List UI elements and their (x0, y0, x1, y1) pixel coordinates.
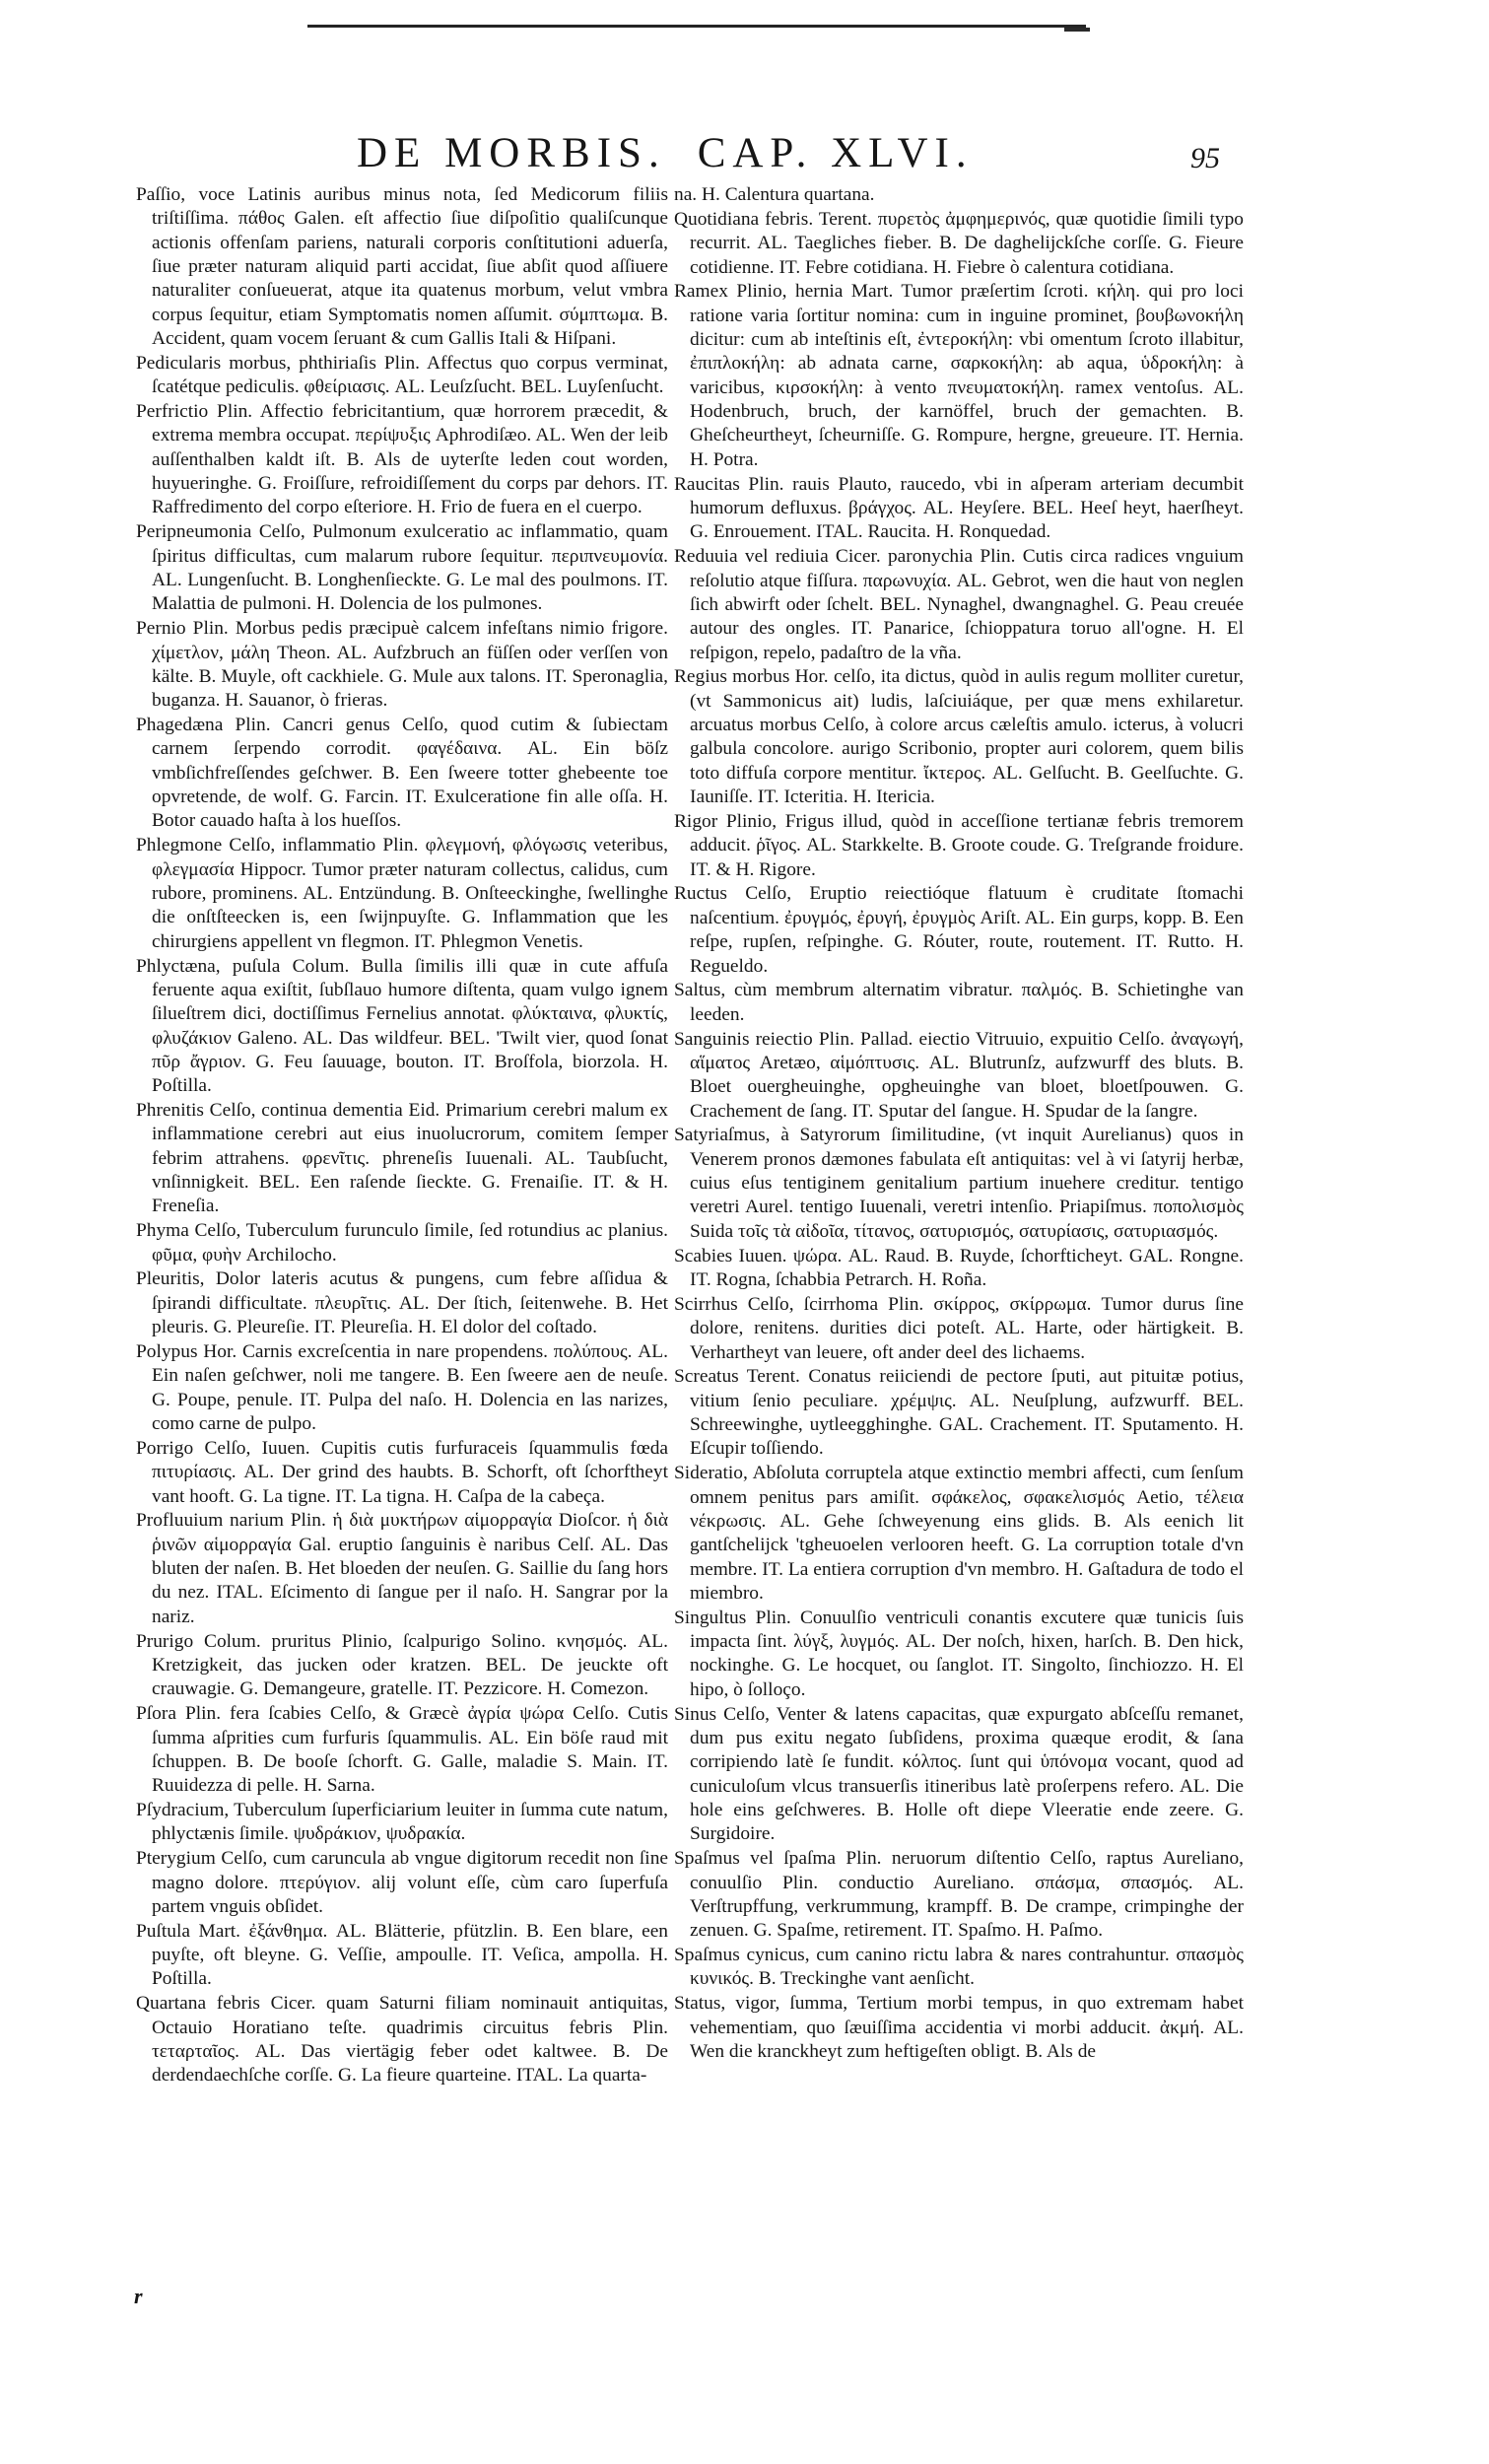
dictionary-entry: Quotidiana febris. Terent. πυρετὸς ἀμφημερινός, quæ quotidie ſimili typo recurrit. AL. Taegliches fieber. B. De daghelijckſche corſſe. G. Fieure cotidienne. IT. Febre cotidiana. H. Fiebre ò calentura cotidiana. (674, 208, 1244, 278)
dictionary-entry: Sinus Celſo, Venter & latens capacitas, quæ expurgato abſceſſu remanet, dum pus exitu negato ſubſidens, proxima quæque erodit, & ſana corripiendo latè ſe fundit. κόλπος. ſunt qui ὑπόνομα vocant, quod ad cuniculoſum vlcus transuerſis itineribus latè proſerpens refero. AL. Die hole eins geſchweres. B. Holle oft diepe Vleeratie ende zeere. G. Surgidoire. (674, 1703, 1244, 1845)
dictionary-entry: Phagedæna Plin. Cancri genus Celſo, quod cutim & ſubiectam carnem ſerpendo corrodit. φαγέδαινα. AL. Ein böſz vmbſichfreſſendes geſchwer. B. Een ſweere totter ghebeente toe opvretende, de wolf. G. Farcin. IT. Exulceratione fin alle oſſa. H. Botor cauado haſta à los hueſſos. (136, 715, 668, 832)
dictionary-entry: Phlegmone Celſo, inflammatio Plin. φλεγμονή, φλόγωσις veteribus, φλεγμασία Hippocr. Tumor præter naturam collectus, calidus, cum rubore, prominens. AL. Entzündung. B. Onſteeckinghe, ſwellinghe die onſtſteecken is, een ſwijnpuyſte. G. Inflammation que les chirurgiens appellent vn flegmon. IT. Phlegmon Venetis. (136, 835, 668, 952)
dictionary-entry: Rigor Plinio, Frigus illud, quòd in acceſſione tertianæ febris tremorem adducit. ῥῖγος. AL. Starkkelte. B. Groote coude. G. Treſgrande froidure. IT. & H. Rigore. (674, 810, 1244, 880)
running-title-text: DE MORBIS. (357, 130, 666, 176)
dictionary-entry: Prurigo Colum. pruritus Plinio, ſcalpurigo Solino. κνησμός. AL. Kretzigkeit, das jucken oder kratzen. BEL. De jeuckte oft crauwagie. G. Demangeure, gratelle. IT. Pezzicore. H. Comezon. (136, 1630, 668, 1700)
dictionary-entry: Saltus, cùm membrum alternatim vibratur. παλμός. B. Schietinghe van leeden. (674, 980, 1244, 1025)
dictionary-entry: Quartana febris Cicer. quam Saturni filiam nominauit antiquitas, Octauio Horatiano teſte. quadrimis circuitus febris Plin. τεταρταῖος. AL. Das viertägig feber odet kaltwee. B. De derdendaechſche corſſe. G. La fieure quarteine. ITAL. La quarta- (136, 1993, 668, 2087)
running-title (357, 124, 974, 183)
top-border-rule (307, 25, 1086, 28)
dictionary-entry: Spaſmus vel ſpaſma Plin. neruorum diſtentio Celſo, raptus Aureliano, conuulſio Plin. conductio Aureliano. σπάσμα, σπασμός. AL. Verſtrupffung, verkrummung, krampff. B. De crampe, crimpinghe der zenuen. G. Spaſme, retirement. IT. Spaſmo. H. Paſmo. (674, 1848, 1244, 1942)
dictionary-entry: Spaſmus cynicus, cum canino rictu labra & nares contrahuntur. σπασμὸς κυνικός. B. Treckinghe vant aenſicht. (674, 1945, 1244, 1990)
dictionary-entry: Regius morbus Hor. celſo, ita dictus, quòd in aulis regum molliter curetur, (vt Sammonicus ait) ludis, laſciuiáque, per quæ mens exhilaretur. arcuatus morbus Celſo, à colore arcus cæleſtis amulo. icterus, à volucri galbula concolore. aurigo Scribonio, propter auri colorem, quem bilis toto diffuſa corpore mentitur. ἴκτερος. AL. Gelſucht. B. Geelſuchte. G. Iauniſſe. IT. Icteritia. H. Itericia. (674, 666, 1244, 808)
dictionary-entry: Puſtula Mart. ἐξάνθημα. AL. Blätterie, pfützlin. B. Een blare, een puyſte, oft bleyne. G. Veſſie, ampoulle. IT. Veſica, ampolla. H. Poſtilla. (136, 1920, 668, 1990)
page-header (0, 124, 1489, 183)
dictionary-entry: Phrenitis Celſo, continua dementia Eid. Primarium cerebri malum ex inflammatione cerebri aut eius inuolucrorum, comitem ſemper febrim attrahens. φρενῖτις. phreneſis Iuuenali. AL. Taubſucht, vnſinnigkeit. BEL. Een raſende ſieckte. G. Frenaiſie. IT. & H. Freneſia. (136, 1100, 668, 1217)
dictionary-entry: Perfrictio Plin. Affectio febricitantium, quæ horrorem præcedit, & extrema membra occupat. περίψυξις Aphrodiſæo. AL. Wen der leib auſſenthalben kaldt iſt. B. Als de uyterſte leden cout worden, huyueringhe. G. Froiſſure, refroidiſſement du corps par dehors. IT. Raffredimento del corpo eſteriore. H. Frio de fuera en el cuerpo. (136, 401, 668, 518)
dictionary-entry: Ramex Plinio, hernia Mart. Tumor præſertim ſcroti. κήλη. qui pro loci ratione varia ſortitur nomina: cum in inguine prominet, βουβωνοκήλη dicitur: cum ab inteſtinis eſt, ἐντεροκήλη: vbi omentum ſcroto illabitur, ἐπιπλοκήλη: ab adnata carne, σαρκοκήλη: ab aqua, ὑδροκήλη: à varicibus, κιρσοκήλη: à vento πνευματοκήλη. ramex ventoſus. AL. Hodenbruch, bruch, der karnöffel, bruch der gemachten. B. Gheſcheurtheyt, ſcheurniſſe. G. Rompure, hergne, greueure. IT. Hernia. H. Potra. (674, 281, 1244, 470)
dictionary-entry: Pſora Plin. fera ſcabies Celſo, & Græcè ἀγρία ψώρα Celſo. Cutis ſumma aſprities cum furfuris ſquammulis. AL. Ein böſe raud mit ſchuppen. B. De booſe ſchorft. G. Galle, maladie S. Main. IT. Ruuidezza di pelle. H. Sarna. (136, 1703, 668, 1797)
dictionary-entry: Pſydracium, Tuberculum ſuperficiarium leuiter in ſumma cute natum, phlyctænis ſimile. ψυδράκιον, ψυδρακία. (136, 1800, 668, 1845)
dictionary-entry: Status, vigor, ſumma, Tertium morbi tempus, in quo extremam habet vehementiam, quo ſæuiſſima accidentia vi morbi adducit. ἀκμή. AL. Wen die kranckheyt zum heftigeſten obligt. B. Als de (674, 1993, 1244, 2062)
dictionary-entry: Singultus Plin. Conuulſio ventriculi conantis excutere quæ tunicis ſuis impacta ſint. λύγξ, λυγμός. AL. Der noſch, hixen, harſch. B. Den hick, nockinghe. G. Le hocquet, ou ſanglot. IT. Singolto, ſinchiozzo. H. El hipo, ò ſolloço. (674, 1607, 1244, 1700)
page-number: 95 (1190, 142, 1220, 174)
chapter-label: CAP. XLVI. (697, 130, 974, 176)
dictionary-entry: Reduuia vel rediuia Cicer. paronychia Plin. Cutis circa radices vnguium reſolutio atque fiſſura. παρωνυχία. AL. Gebrot, wen die haut von neglen ſich abwirft oder ſchelt. BEL. Nynaghel, dwangnaghel. G. Peau creuée autour des ongles. IT. Panarice, ſchioppatura toruo all'ogne. H. El reſpigon, repelo, padaſtro de la vña. (674, 546, 1244, 663)
dictionary-entry: Ructus Celſo, Eruptio reiectióque flatuum è cruditate ſtomachi naſcentium. ἐρυγμός, ἐρυγή, ἐρυγμὸς Ariſt. AL. Ein gurps, kopp. B. Een reſpe, rupſen, reſpinghe. G. Róuter, route, routement. IT. Rutto. H. Regueldo. (674, 883, 1244, 977)
dictionary-entry: Peripneumonia Celſo, Pulmonum exulceratio ac inflammatio, quam ſpiritus difficultas, cum malarum rubore ſequitur. περιπνευμονία. AL. Lungenſucht. B. Longhenſieckte. G. Le mal des poulmons. IT. Malattia de pulmoni. H. Dolencia de los pulmones. (136, 521, 668, 615)
dictionary-entry: na. H. Calentura quartana. (674, 184, 875, 205)
dictionary-entry: Screatus Terent. Conatus reiiciendi de pectore ſputi, aut pituitæ potius, vitium ſenio peculiare. χρέμψις. AL. Neuſplung, aufzwurff. BEL. Schreewinghe, uytleegghinghe. GAL. Crachement. IT. Sputamento. H. Eſcupir toſſiendo. (674, 1366, 1244, 1460)
dictionary-entry: Profluuium narium Plin. ἡ διὰ μυκτήρων αἱμορραγία Dioſcor. ἡ διὰ ῥινῶν αἱμορραγία Gal. eruptio ſanguinis è naribus Celſ. AL. Das bluten der naſen. B. Het bloeden der neuſen. G. Saillie du ſang hors du nez. ITAL. Eſcimento di ſangue per il naſo. H. Sangrar por la nariz. (136, 1510, 668, 1627)
dictionary-entry: Scirrhus Celſo, ſcirrhoma Plin. σκίρρος, σκίρρωμα. Tumor durus ſine dolore, renitens. durities dici poteſt. AL. Harte, oder härtigkeit. B. Verhartheyt van leuere, oft ander deel des lichaems. (674, 1293, 1244, 1363)
dictionary-entry: Porrigo Celſo, Iuuen. Cupitis cutis furfuraceis ſquammulis fœda πιτυρίασις. AL. Der grind des haubts. B. Schorft, oft ſchorftheyt vant hooft. G. La tigne. IT. La tigna. H. Caſpa de la cabeça. (136, 1437, 668, 1507)
dictionary-entry: Pernio Plin. Morbus pedis præcipuè calcem infeſtans nimio frigore. χίμετλον, μάλη Theon. AL. Aufzbruch an füſſen oder verſſen von kälte. B. Muyle, oft cackhiele. G. Mule aux talons. IT. Speronaglia, buganza. H. Sauanor, ò frieras. (136, 618, 668, 712)
dictionary-entry: Pleuritis, Dolor lateris acutus & pungens, cum febre aſſidua & ſpirandi difficultate. πλευρῖτις. AL. Der ſtich, ſeitenwehe. B. Het pleuris. G. Pleureſie. IT. Pleureſia. H. El dolor del coſtado. (136, 1268, 668, 1338)
top-border-mark (1064, 28, 1090, 32)
dictionary-entry: Phyma Celſo, Tuberculum furunculo ſimile, ſed rotundius ac planius. φῦμα, φυὴν Archilocho. (136, 1220, 668, 1266)
left-column (136, 183, 668, 2088)
dictionary-entry: Scabies Iuuen. ψώρα. AL. Raud. B. Ruyde, ſchorfticheyt. GAL. Rongne. IT. Rogna, ſchabbia Petrarch. H. Roña. (674, 1245, 1244, 1290)
dictionary-entry: Raucitas Plin. rauis Plauto, raucedo, vbi in aſperam arteriam decumbit humorum defluxus. βράγχος. AL. Heyſere. BEL. Heeſ heyt, haerſheyt. G. Enrouement. ITAL. Raucita. H. Ronquedad. (674, 473, 1244, 543)
dictionary-entry: Pedicularis morbus, phthiriaſis Plin. Affectus quo corpus verminat, ſcatétque pediculis. φθείριασις. AL. Leuſzſucht. BEL. Luyſenſucht. (136, 352, 668, 398)
dictionary-entry: Sideratio, Abſoluta corruptela atque extinctio membri affecti, cum ſenſum omnem penitus pars amiſit. σφάκελος, σφακελισμός Aetio, τέλεια νέκρωσις. AL. Gehe ſchweyenung eins glids. B. Als eenich lit gantſchelijck 'tgheuoelen verlooren heeft. G. La corruption totale d'vn membre. IT. La entiera corruption d'vn membro. H. Gaſtadura de todo el miembro. (674, 1463, 1244, 1604)
right-column (674, 183, 1244, 2065)
dictionary-entry: Paſſio, voce Latinis auribus minus nota, ſed Medicorum filiis triſtiſſima. πάθος Galen. eſt affectio ſiue diſpoſitio qualiſcunque actionis offenſam pariens, naturali corporis conſtitutioni aduerſa, ſiue præter naturam aliquid parti accidat, ſiue abſit quod aſſiuere naturaliter conſueuerat, atque ita quatenus morbum, velut vmbra corpus ſequitur, etiam Symptomatis nomen aſſumit. σύμπτωμα. B. Accident, quam vocem ſeruant & cum Gallis Itali & Hiſpani. (136, 184, 668, 350)
signature-mark: r (134, 2284, 143, 2308)
dictionary-entry: Polypus Hor. Carnis excreſcentia in nare propendens. πολύπους. AL. Ein naſen geſchwer, noli me tangere. B. Een ſweere aen de neuſe. G. Poupe, penule. IT. Pulpa del naſo. H. Dolencia en las narizes, como carne de pulpo. (136, 1341, 668, 1435)
dictionary-entry: Phlyctæna, puſula Colum. Bulla ſimilis illi quæ in cute affuſa feruente aqua exiſtit, ſubſlauo humore diſtenta, quam vulgo ignem ſilueſtrem dici, doctiſſimus Fernelius annotat. φλύκταινα, φλυκτίς, φλυζάκιον Galeno. AL. Das wildfeur. BEL. 'Twilt vier, quod ſonat πῦρ ἄγριον. G. Feu ſauuage, bouton. IT. Broſfola, biorzola. H. Poſtilla. (136, 955, 668, 1097)
dictionary-entry: Sanguinis reiectio Plin. Pallad. eiectio Vitruuio, expuitio Celſo. ἀναγωγή, αἵματος Aretæo, αἱμόπτυσις. AL. Blutrunſz, aufzwurff des bluts. B. Bloet ouergheuinghe, opgheuinghe van bloet, bloetſpouwen. G. Crachement de ſang. IT. Sputar del ſangue. H. Spudar de la ſangre. (674, 1028, 1244, 1122)
dictionary-entry: Pterygium Celſo, cum caruncula ab vngue digitorum recedit non ſine magno dolore. πτερύγιον. alij volunt eſſe, cùm caro ſuperfuſa partem vnguis obſidet. (136, 1848, 668, 1917)
dictionary-entry: Satyriaſmus, à Satyrorum ſimilitudine, (vt inquit Aurelianus) quos in Venerem pronos dæmones fabulata eſt antiquitas: vel à vi ſatyrij herbæ, cuius eſus tentiginem genitalium partium inuehere creditur. tentigo veretri Aurel. tentigo Iuuenali, veretri intenſio. Priapiſmus. ποπολισμὸς Suida τοῖς τὰ αἰδοῖα, τίτανος, σατυρισμός, σατυρίασις, σατυριασμός. (674, 1125, 1244, 1242)
